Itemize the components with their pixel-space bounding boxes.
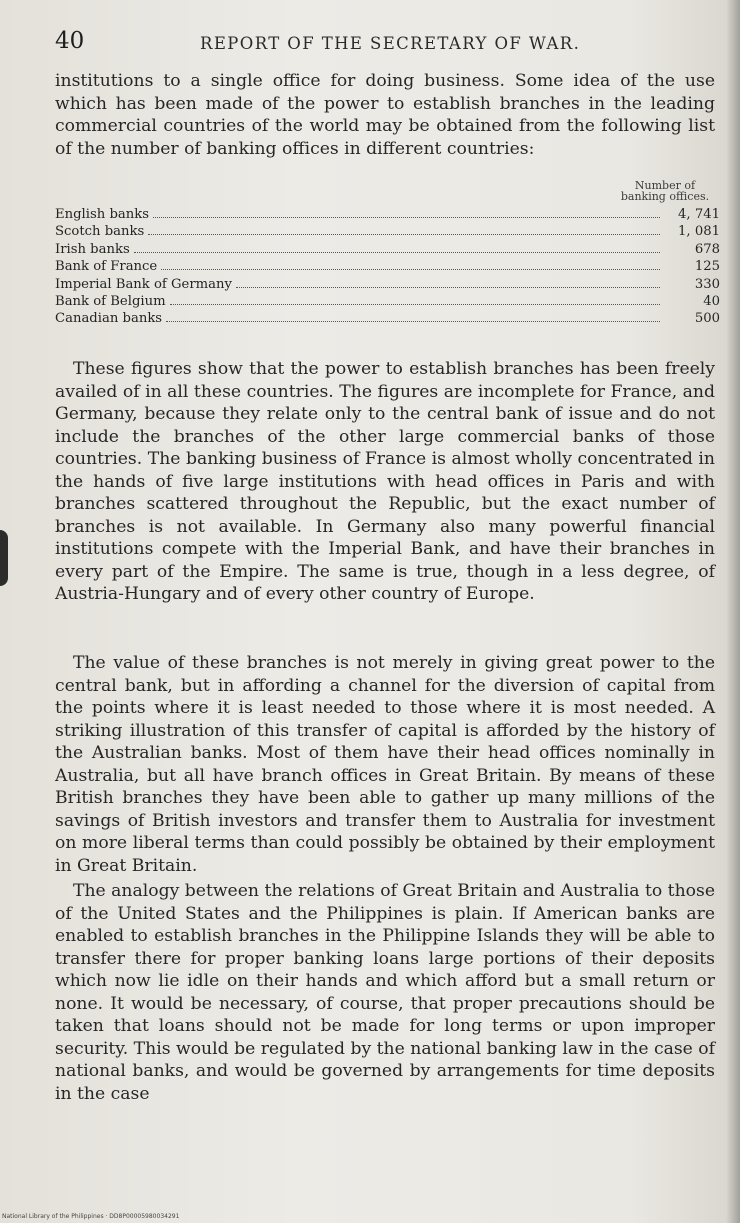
scan-footer: National Library of the Philippines · DD8P00005980034291 xyxy=(2,1213,180,1220)
table-row xyxy=(55,223,720,240)
table-row xyxy=(55,258,720,275)
paragraph-2: These figures show that the power to establish branches has been freely availed of in all these countries. The figures are incomplete for France, and Germany, because they relate only to the central bank of issue and do not include the branches of the other large commercial banks of those countries. The banking business of France is almost wholly concentrated in the hands of five large institutions with head offices in Paris and with branches scattered throughout the Republic, but the exact number of branches is not available. In Germany also many powerful financial institutions compete with the Imperial Bank, and have their branches in every part of the Empire. The same is true, though in a less degree, of Austria-Hungary and of every other country of Europe. xyxy=(55,359,715,604)
page-number: 40 xyxy=(55,28,85,54)
leader-dots xyxy=(170,294,660,305)
table-row xyxy=(55,293,720,310)
office-count: 40 xyxy=(703,294,720,310)
bank-name: Imperial Bank of Germany xyxy=(55,276,232,292)
office-count: 125 xyxy=(694,259,720,275)
bank-name: Bank of Belgium xyxy=(55,294,166,310)
leader-dots xyxy=(166,311,660,322)
leader-dots xyxy=(153,207,660,218)
office-count: 500 xyxy=(694,311,720,327)
paragraph-4: The analogy between the relations of Great Britain and Australia to those of the United States and the Philippines is plain. If American banks are enabled to establish branches in the Philippine Islands they will be able to transfer there for proper banking loans large portions of their deposits which now lie idle on their hands and which afford but a small return or none. It would be necessary, of course, that proper precautions should be taken that loans should not be made for long terms or upon improper security. This would be regulated by the national banking law in the case of national banks, and would be governed by arrangements for time deposits in the case xyxy=(55,881,715,1104)
table-column-header-line2: banking offices. xyxy=(620,190,710,203)
running-title: REPORT OF THE SECRETARY OF WAR. xyxy=(200,34,581,53)
leader-dots xyxy=(161,259,660,270)
banking-offices-table xyxy=(55,206,720,328)
leader-dots xyxy=(148,224,660,235)
office-count: 4, 741 xyxy=(678,207,720,222)
table-row xyxy=(55,241,720,258)
binding-mark xyxy=(0,530,8,586)
paragraph-3: The value of these branches is not merely in giving great power to the central bank, but in affording a channel for the diversion of capital from the points where it is least needed to those where it is most needed. A striking illustration of this transfer of capital is afforded by the history of the Australian banks. Most of them have their head offices nominally in Australia, but all have branch offices in Great Britain. By means of these British branches they have been able to gather up many millions of the savings of British investors and transfer them to Australia for investment on more liberal terms than could possibly be obtained by their employment in Great Britain. xyxy=(55,653,715,876)
table-row xyxy=(55,310,720,327)
table-column-header-line1: Number of xyxy=(634,179,696,192)
office-count: 330 xyxy=(694,276,720,292)
table-row xyxy=(55,206,720,223)
bank-name: Irish banks xyxy=(55,241,130,257)
office-count: 678 xyxy=(694,241,720,257)
page-header xyxy=(55,28,695,58)
bank-name: Scotch banks xyxy=(55,224,145,240)
bank-name: English banks xyxy=(55,207,150,222)
leader-dots xyxy=(134,242,660,253)
office-count: 1, 081 xyxy=(678,224,720,240)
table-column-header xyxy=(600,180,730,202)
paragraph-1: institutions to a single office for doing business. Some idea of the use which has been made of the power to establish branches in the leading commercial countries of the world may be obtained from the following list of the number of banking offices in different countries: xyxy=(55,71,715,159)
table-row xyxy=(55,276,720,293)
bank-name: Bank of France xyxy=(55,259,158,275)
bank-name: Canadian banks xyxy=(55,311,163,327)
leader-dots xyxy=(236,277,660,288)
